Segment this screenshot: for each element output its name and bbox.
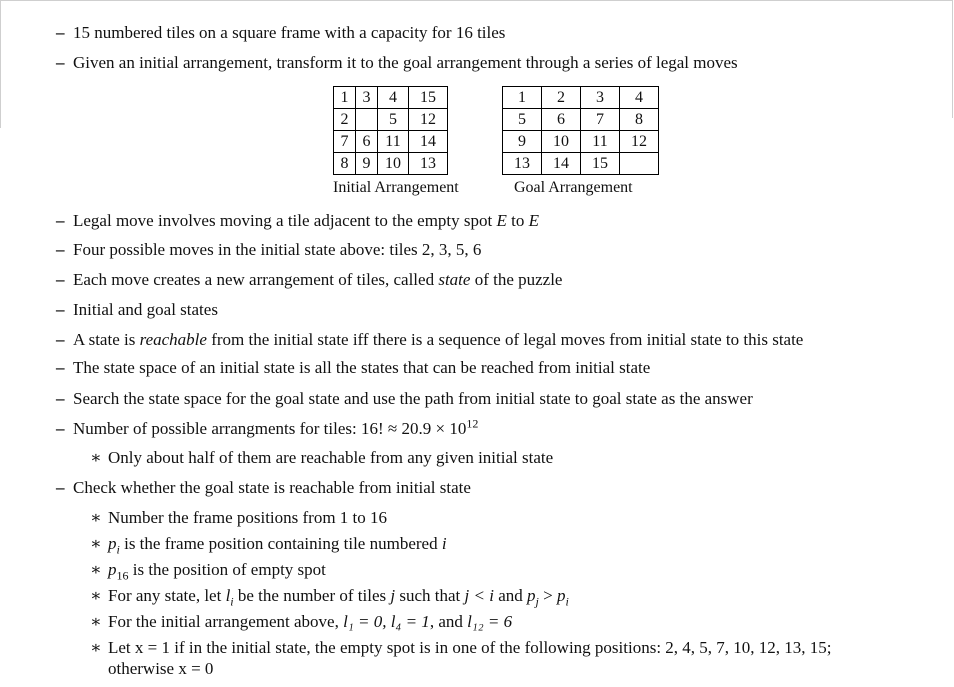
bullet-text: Number the frame positions from 1 to 16 bbox=[108, 508, 388, 527]
math-subscript: j bbox=[535, 594, 539, 609]
bullet-star: ∗ bbox=[90, 638, 102, 657]
bullet-legal-move bbox=[56, 211, 539, 231]
table-row bbox=[334, 153, 448, 175]
subbullet-pi bbox=[90, 534, 447, 557]
tile-cell: 6 bbox=[542, 109, 581, 131]
bullet-reachable bbox=[56, 330, 803, 350]
initial-arrangement-table bbox=[333, 86, 448, 175]
tile-cell: 4 bbox=[620, 87, 659, 109]
math-operator: > bbox=[538, 586, 557, 605]
math-subscript: 16 bbox=[116, 568, 129, 583]
tile-cell: 12 bbox=[409, 109, 448, 131]
bullet-four-moves bbox=[56, 240, 481, 260]
tile-cell bbox=[620, 153, 659, 175]
goal-caption: Goal Arrangement bbox=[514, 179, 633, 196]
tile-cell: 5 bbox=[503, 109, 542, 131]
tile-cell: 9 bbox=[356, 153, 378, 175]
bullet-text: Number of possible arrangments for tiles: bbox=[73, 419, 361, 438]
tile-cell: 8 bbox=[334, 153, 356, 175]
tile-cell: 15 bbox=[409, 87, 448, 109]
bullet-check bbox=[56, 478, 471, 498]
bullet-text: 15 numbered tiles on a square frame with a capacity for 16 tiles bbox=[73, 23, 506, 42]
bullet-text: Let x = 1 if in the initial state, the empty spot is in one of the following positions: 2, 4, 5, 7, 10, 12, 13, 15; bbox=[108, 638, 832, 657]
goal-arrangement-table bbox=[502, 86, 659, 175]
bullet-text: to bbox=[506, 211, 529, 230]
bullet-star: ∗ bbox=[90, 612, 102, 631]
bullet-dash: – bbox=[56, 389, 65, 408]
bullet-text: Given an initial arrangement, transform it to the goal arrangement through a series of legal moves bbox=[73, 53, 738, 72]
bullet-text: Search the state space for the goal state and use the path from initial state to goal state as the answer bbox=[73, 389, 753, 408]
tile-cell: 14 bbox=[409, 131, 448, 153]
tile-cell: 10 bbox=[542, 131, 581, 153]
tile-cell bbox=[356, 109, 378, 131]
subbullet-p16 bbox=[90, 560, 326, 583]
bullet-text: is the frame position containing tile numbered bbox=[119, 534, 442, 553]
emphasis-text: reachable bbox=[139, 330, 207, 349]
tile-cell: 14 bbox=[542, 153, 581, 175]
bullet-text: The state space of an initial state is all the states that can be reached from initial state bbox=[73, 358, 651, 377]
math-var: p bbox=[108, 560, 117, 579]
tile-cell: 7 bbox=[334, 131, 356, 153]
initial-caption: Initial Arrangement bbox=[333, 179, 459, 196]
bullet-star: ∗ bbox=[90, 508, 102, 527]
tile-cell: 1 bbox=[334, 87, 356, 109]
bullet-text: Legal move involves moving a tile adjacent to the empty spot bbox=[73, 211, 497, 230]
tile-cell: 2 bbox=[542, 87, 581, 109]
tile-cell: 7 bbox=[581, 109, 620, 131]
bullet-star: ∗ bbox=[90, 586, 102, 605]
subbullet-let-x bbox=[90, 638, 832, 658]
subbullet-number-frame bbox=[90, 508, 387, 528]
tile-cell: 8 bbox=[620, 109, 659, 131]
table-row bbox=[503, 131, 659, 153]
arrangement-tables bbox=[333, 86, 673, 198]
math-values: l₁₂ = 6 bbox=[467, 612, 513, 631]
tile-cell: 12 bbox=[620, 131, 659, 153]
tile-cell: 10 bbox=[378, 153, 409, 175]
math-var: j bbox=[390, 586, 396, 605]
bullet-state-space bbox=[56, 358, 650, 378]
bullet-text: Only about half of them are reachable from any given initial state bbox=[108, 448, 554, 467]
bullet-dash: – bbox=[56, 211, 65, 230]
bullet-text: A state is bbox=[73, 330, 140, 349]
emphasis-text: state bbox=[438, 270, 471, 289]
tile-cell: 9 bbox=[503, 131, 542, 153]
bullet-each-move bbox=[56, 270, 562, 290]
bullet-text: of the puzzle bbox=[470, 270, 563, 289]
bullet-text: , and bbox=[429, 612, 468, 631]
tile-cell: 11 bbox=[581, 131, 620, 153]
math-values: l₁ = 0, l₄ = 1 bbox=[343, 612, 430, 631]
table-row bbox=[334, 87, 448, 109]
table-row bbox=[503, 109, 659, 131]
tile-cell: 11 bbox=[378, 131, 409, 153]
subbullet-let-x-continued: otherwise x = 0 bbox=[108, 659, 214, 678]
table-row bbox=[334, 109, 448, 131]
tile-cell: 15 bbox=[581, 153, 620, 175]
math-var: p bbox=[556, 586, 566, 605]
bullet-text: and bbox=[493, 586, 527, 605]
bullet-init-goal bbox=[56, 300, 218, 320]
tile-cell: 3 bbox=[581, 87, 620, 109]
bullet-search bbox=[56, 389, 753, 409]
bullet-dash: – bbox=[56, 270, 65, 289]
bullet-star: ∗ bbox=[90, 448, 102, 467]
bullet-dash: – bbox=[56, 358, 65, 377]
bullet-text: be the number of tiles bbox=[233, 586, 391, 605]
tile-cell: 5 bbox=[378, 109, 409, 131]
subbullet-half bbox=[90, 448, 553, 468]
bullet-star: ∗ bbox=[90, 560, 102, 579]
math-var: l bbox=[225, 586, 231, 605]
math-exponent: 12 bbox=[466, 416, 479, 431]
bullet-text: from the initial state iff there is a sequence of legal moves from initial state to this state bbox=[206, 330, 804, 349]
table-row bbox=[503, 153, 659, 175]
bullet-star: ∗ bbox=[90, 534, 102, 553]
bullet-text: For any state, let bbox=[108, 586, 226, 605]
tile-cell: 1 bbox=[503, 87, 542, 109]
table-row bbox=[503, 87, 659, 109]
subbullet-any-state bbox=[90, 586, 569, 609]
math-condition: j < i bbox=[464, 586, 494, 605]
bullet-text: Each move creates a new arrangement of tiles, called bbox=[73, 270, 439, 289]
math-empty-symbol: E bbox=[496, 211, 507, 230]
bullet-text: is the position of empty spot bbox=[128, 560, 326, 579]
bullet-given bbox=[56, 53, 738, 73]
bullet-text: For the initial arrangement above, bbox=[108, 612, 344, 631]
bullet-dash: – bbox=[56, 300, 65, 319]
bullet-text: Initial and goal states bbox=[73, 300, 218, 319]
bullet-dash: – bbox=[56, 478, 65, 497]
table-row bbox=[334, 131, 448, 153]
bullet-tiles bbox=[56, 23, 505, 43]
bullet-dash: – bbox=[56, 240, 65, 259]
tile-cell: 6 bbox=[356, 131, 378, 153]
subbullet-initial-values bbox=[90, 612, 512, 632]
tile-cell: 3 bbox=[356, 87, 378, 109]
bullet-dash: – bbox=[56, 419, 65, 438]
tile-cell: 4 bbox=[378, 87, 409, 109]
math-empty-symbol: E bbox=[528, 211, 539, 230]
bullet-dash: – bbox=[56, 23, 65, 42]
bullet-text: such that bbox=[395, 586, 465, 605]
tile-cell: 13 bbox=[503, 153, 542, 175]
math-var: p bbox=[527, 586, 536, 605]
bullet-dash: – bbox=[56, 53, 65, 72]
math-var: i bbox=[441, 534, 447, 553]
math-count: 16! ≈ 20.9 × 10 bbox=[361, 419, 467, 438]
tile-cell: 13 bbox=[409, 153, 448, 175]
math-subscript: i bbox=[565, 594, 569, 609]
bullet-dash: – bbox=[56, 330, 65, 349]
math-var: p bbox=[108, 534, 117, 553]
bullet-text: Check whether the goal state is reachable from initial state bbox=[73, 478, 471, 497]
bullet-text: Four possible moves in the initial state above: tiles 2, 3, 5, 6 bbox=[73, 240, 482, 259]
tile-cell: 2 bbox=[334, 109, 356, 131]
math-subscript: i bbox=[230, 594, 234, 609]
math-subscript: i bbox=[116, 542, 120, 557]
bullet-num-arrangements bbox=[56, 416, 479, 439]
